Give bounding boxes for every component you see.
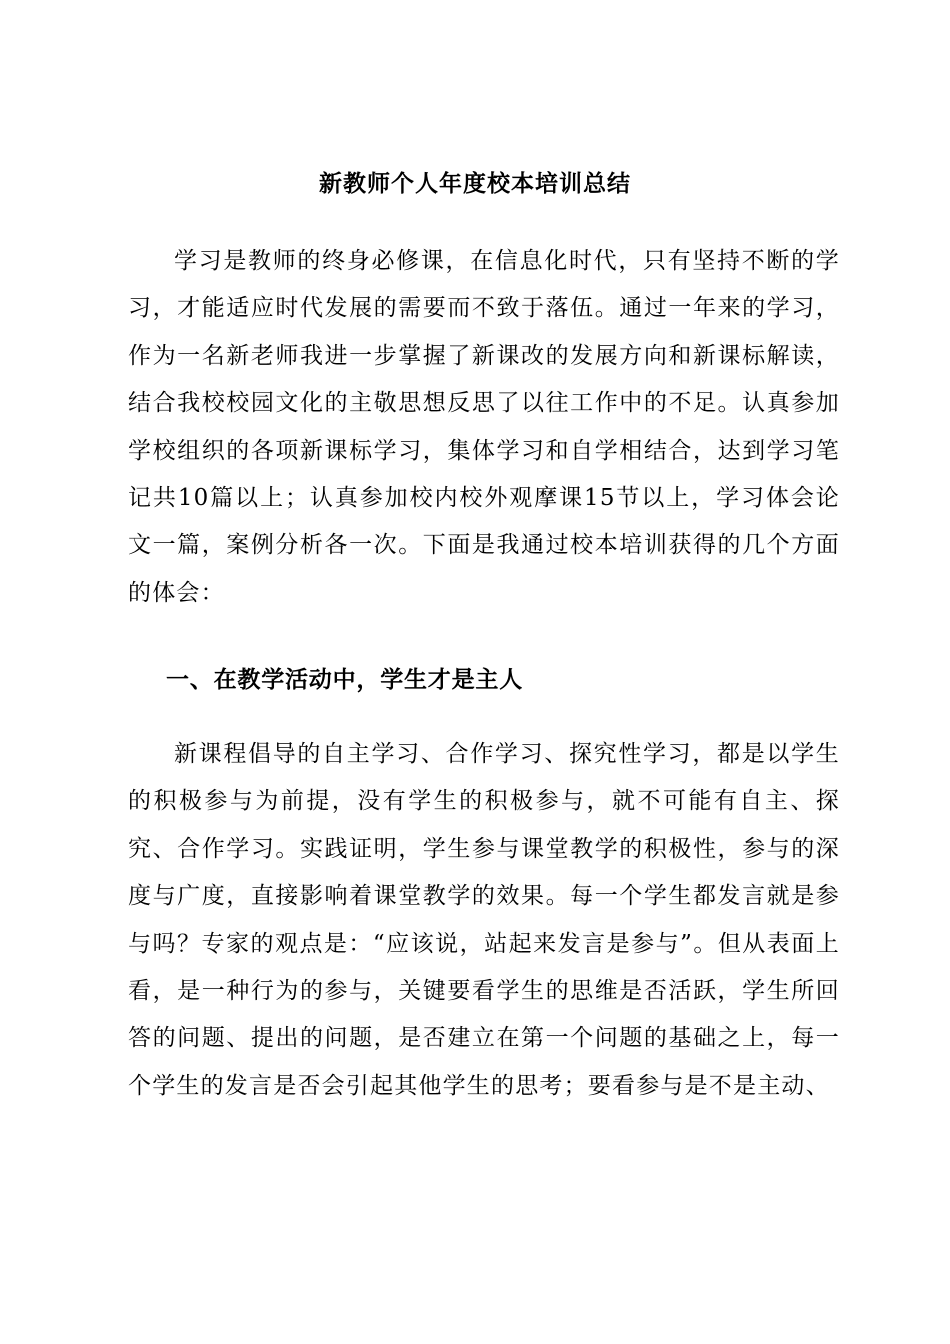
intro-paragraph: 学习是教师的终身必修课，在信息化时代，只有坚持不断的学习，才能适应时代发展的需要而不致于落伍。通过一年来的学习，作为一名新老师我进一步掌握了新课改的发展方向和新课标解读，结合我校校园文化的主敬思想反思了以往工作中的不足。认真参加学校组织的各项新课标学习，集体学习和自学相结合，达到学习笔记共10篇以上；认真参加校内校外观摩课15节以上，学习体会论文一篇，案例分析各一次。下面是我通过校本培训获得的几个方面的体会：	[128, 248, 840, 606]
document-title: 新教师个人年度校本培训总结	[319, 171, 631, 197]
section-1-paragraph: 新课程倡导的自主学习、合作学习、探究性学习，都是以学生的积极参与为前提，没有学生的积极参与，就不可能有自主、探究、合作学习。实践证明，学生参与课堂教学的积极性，参与的深度与广度，直接影响着课堂教学的效果。每一个学生都发言就是参与吗？专家的观点是：“应该说，站起来发言是参与”。但从表面上看，是一种行为的参与，关键要看学生的思维是否活跃，学生所回答的问题、提出的问题，是否建立在第一个问题的基础之上，每一个学生的发言是否会引起其他学生的思考；要看参与是不是主动、	[128, 741, 840, 1099]
section-heading-1: 一、在教学活动中，学生才是主人	[166, 667, 523, 693]
